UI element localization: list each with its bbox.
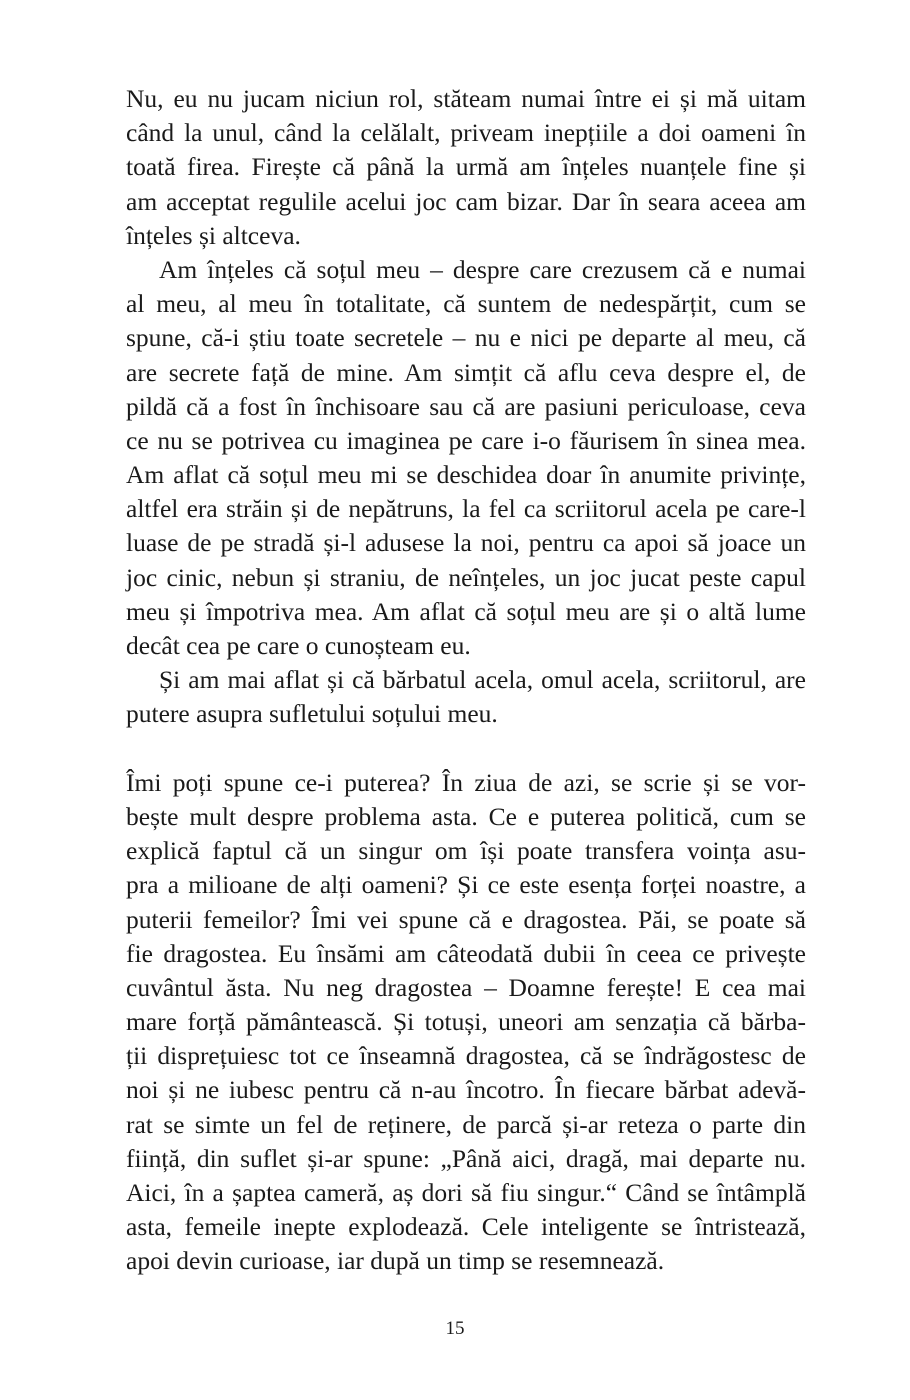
text-line: Am aflat că soțul meu mi se deschidea doar în anumite privințe, (126, 460, 806, 490)
text-line: cuvântul ăsta. Nu neg dragostea – Doamne ferește! E cea mai (126, 972, 806, 1002)
text-line: fie dragostea. Eu însămi am câteodată dubii în ceea ce privește (126, 938, 806, 968)
text-line: mare forță pământească. Și totuși, uneori am senzația că bărba- (126, 1007, 806, 1037)
page-number: 15 (445, 1318, 465, 1339)
text-line: explică faptul că un singur om își poate transfera voința asu- (126, 836, 806, 866)
text-line: înțeles și altceva. (126, 220, 301, 250)
paragraph (126, 253, 806, 663)
text-line: când la unul, când la celălalt, priveam inepțiile a doi oameni în (126, 118, 806, 148)
paragraph (126, 766, 806, 1279)
text-line: toată firea. Firește că până la urmă am înțeles nuanțele fine și (126, 152, 806, 182)
text-line: putere asupra sufletului soțului meu. (126, 699, 498, 729)
text-line: apoi devin curioase, iar după un timp se resemnează. (126, 1246, 665, 1276)
paragraph (126, 663, 806, 731)
text-line: are secrete față de mine. Am simțit că aflu ceva despre el, de (126, 357, 806, 387)
text-line: Nu, eu nu jucam niciun rol, stăteam numai între ei și mă uitam (126, 84, 806, 113)
text-line: decât cea pe care o cunoșteam eu. (126, 631, 471, 660)
text-line: am acceptat regulile acelui joc cam bizar. Dar în seara aceea am (126, 186, 806, 216)
text-line: Îmi poți spune ce-i puterea? În ziua de azi, se scrie și se vor- (126, 767, 806, 797)
page-body (126, 82, 806, 1279)
text-line: rat se simte un fel de reținere, de parcă și-ar reteza o parte din (126, 1109, 806, 1139)
text-line: luase de pe stradă și-l adusese la noi, pentru ca apoi să joace un (126, 528, 806, 558)
text-line: altfel era străin și de nepătruns, la fel ca scriitorul acela pe care-l (126, 494, 806, 524)
text-line: Aici, în a șaptea cameră, aș dori să fiu singur.“ Când se întâmplă (126, 1178, 806, 1207)
text-line: asta, femeile inepte explodează. Cele inteligente se întristează, (126, 1212, 806, 1242)
text-line: spune, că-i știu toate secretele – nu e nici pe departe al meu, că (126, 323, 806, 353)
text-line: Și am mai aflat și că bărbatul acela, omul acela, scriitorul, are (159, 665, 806, 695)
text-line: joc cinic, nebun și straniu, de neînțeles, un joc jucat peste capul (126, 562, 806, 592)
text-line: al meu, al meu în totalitate, că suntem de nedespărțit, cum se (126, 289, 806, 319)
text-line: ce nu se potrivea cu imaginea pe care i-o făurisem în sinea mea. (126, 425, 806, 455)
text-line: puterii femeilor? Îmi vei spune că e dragostea. Păi, se poate să (126, 904, 806, 934)
text-line: pra a milioane de alți oameni? Și ce este esența forței noastre, a (126, 870, 806, 900)
text-line: ții disprețuiesc tot ce înseamnă dragostea, că se îndrăgostesc de (126, 1041, 806, 1071)
text-line: noi și ne iubesc pentru că n-au încotro. În fiecare bărbat adevă- (126, 1075, 806, 1105)
text-line: bește mult despre problema asta. Ce e puterea politică, cum se (126, 801, 806, 831)
text-line: ființă, din suflet și-ar spune: „Până aici, dragă, mai departe nu. (126, 1143, 806, 1173)
text-line: Am înțeles că soțul meu – despre care crezusem că e numai (159, 254, 806, 284)
text-line: pildă că a fost în închisoare sau că are pasiuni periculoase, ceva (126, 391, 806, 421)
text-line: meu și împotriva mea. Am aflat că soțul meu are și o altă lume (126, 596, 806, 626)
paragraph (126, 82, 806, 253)
